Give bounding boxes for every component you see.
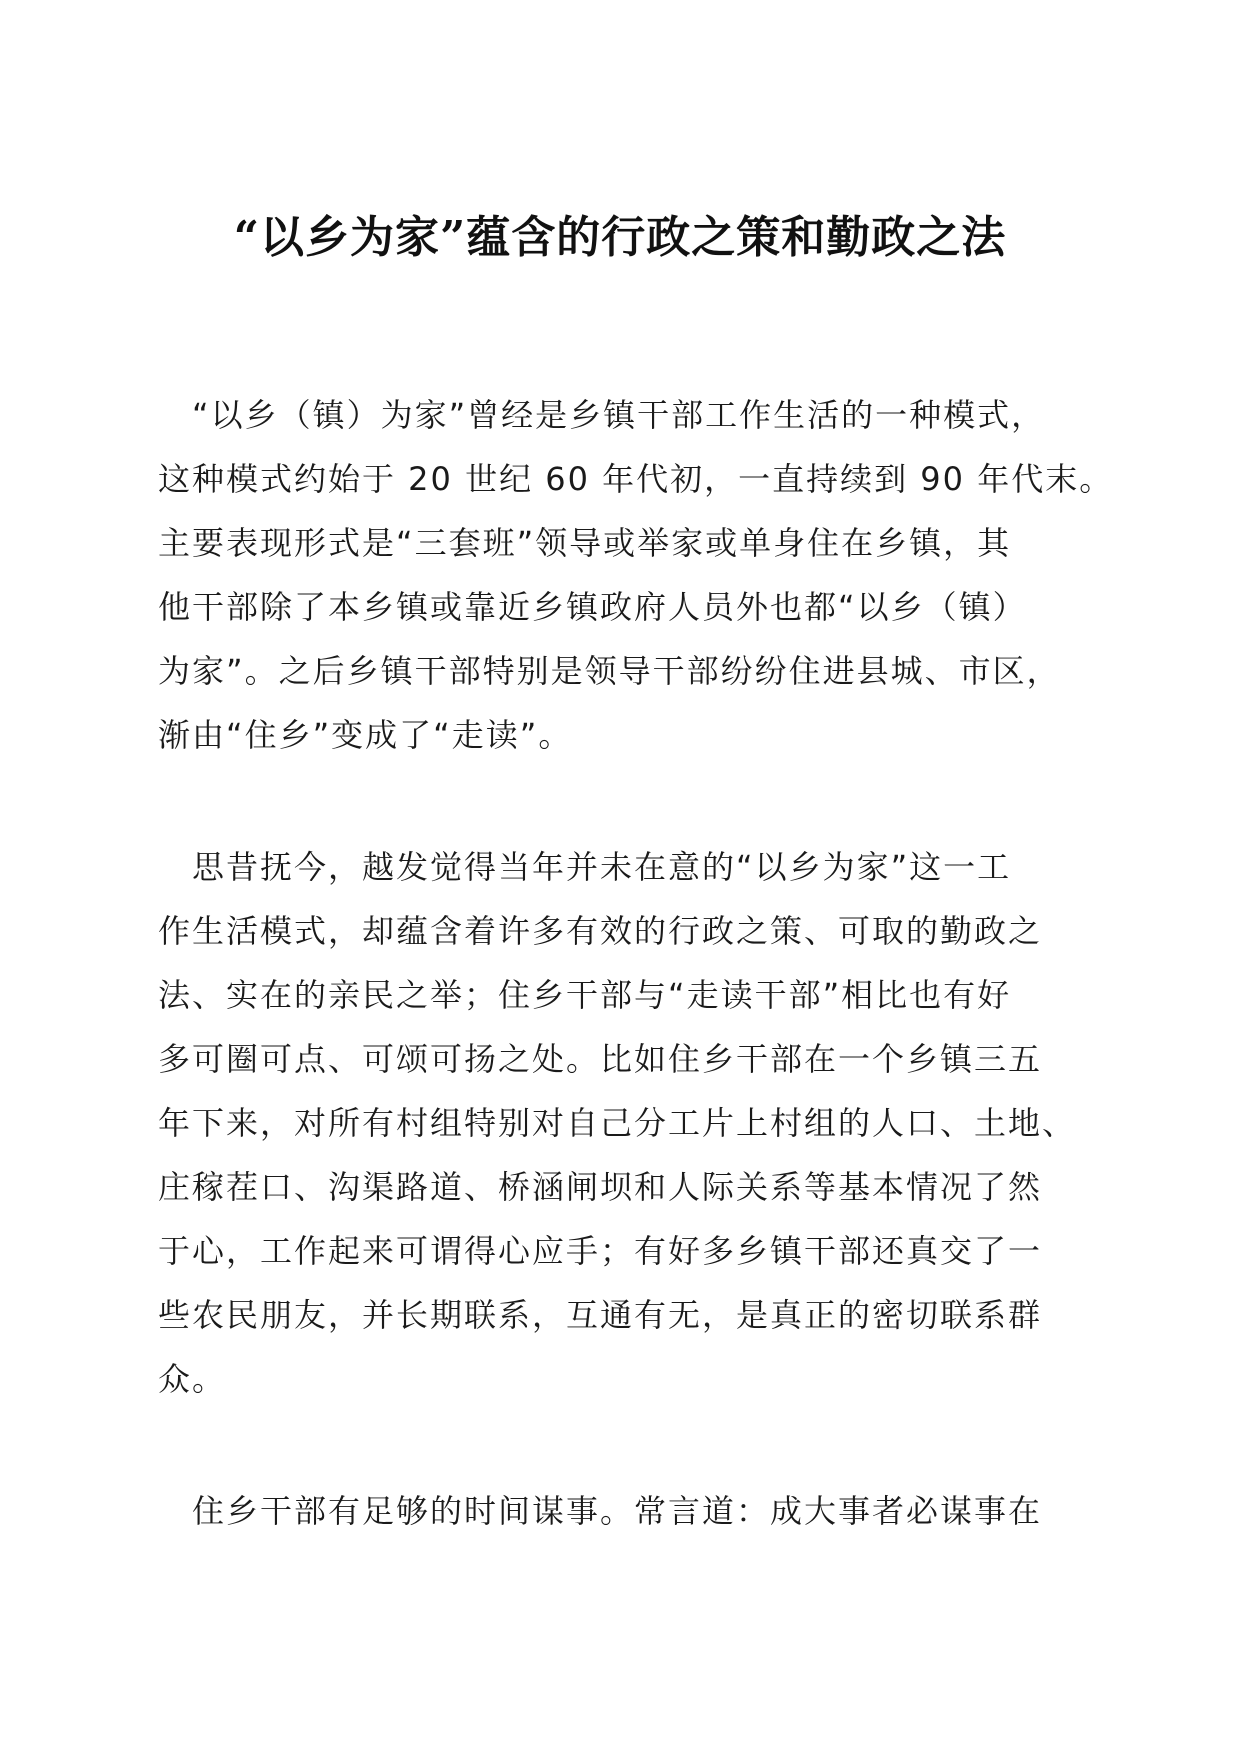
paragraph-line: 法、实在的亲民之举；住乡干部与“走读干部”相比也有好 — [158, 976, 1012, 1014]
paragraph-line: 思昔抚今，越发觉得当年并未在意的“以乡为家”这一工 — [192, 848, 1012, 886]
paragraph-line: 渐由“住乡”变成了“走读”。 — [158, 716, 573, 754]
paragraph-3 — [158, 1479, 1088, 1543]
paragraph-line: 年下来，对所有村组特别对自己分工片上村组的人口、土地、 — [158, 1104, 1077, 1142]
paragraph-line: 些农民朋友，并长期联系，互通有无，是真正的密切联系群 — [158, 1296, 1043, 1334]
paragraph-line: 主要表现形式是“三套班”领导或举家或单身住在乡镇，其 — [158, 524, 1012, 562]
paragraph-1 — [158, 383, 1114, 767]
paragraph-line: 多可圈可点、可颂可扬之处。比如住乡干部在一个乡镇三五 — [158, 1040, 1043, 1078]
paragraph-line: “以乡（镇）为家”曾经是乡镇干部工作生活的一种模式， — [192, 396, 1046, 434]
paragraph-spacer — [158, 767, 1088, 835]
document-title: “以乡为家”蕴含的行政之策和勤政之法 — [233, 212, 1007, 263]
paragraph-spacer — [158, 1411, 1088, 1479]
paragraph-line: 于心，工作起来可谓得心应手；有好多乡镇干部还真交了一 — [158, 1232, 1043, 1270]
document-body — [158, 383, 1114, 1543]
paragraph-line: 为家”。之后乡镇干部特别是领导干部纷纷住进县城、市区， — [158, 652, 1061, 690]
paragraph-line: 众。 — [158, 1360, 227, 1398]
paragraph-2 — [158, 835, 1088, 1411]
paragraph-line: 作生活模式，却蕴含着许多有效的行政之策、可取的勤政之 — [158, 912, 1043, 950]
paragraph-line: 庄稼茬口、沟渠路道、桥涵闸坝和人际关系等基本情况了然 — [158, 1168, 1043, 1206]
paragraph-line: 住乡干部有足够的时间谋事。常言道：成大事者必谋事在 — [192, 1492, 1043, 1530]
paragraph-line: 这种模式约始于 20 世纪 60 年代初，一直持续到 90 年代末。 — [158, 460, 1114, 498]
paragraph-line: 他干部除了本乡镇或靠近乡镇政府人员外也都“以乡（镇） — [158, 588, 1027, 626]
